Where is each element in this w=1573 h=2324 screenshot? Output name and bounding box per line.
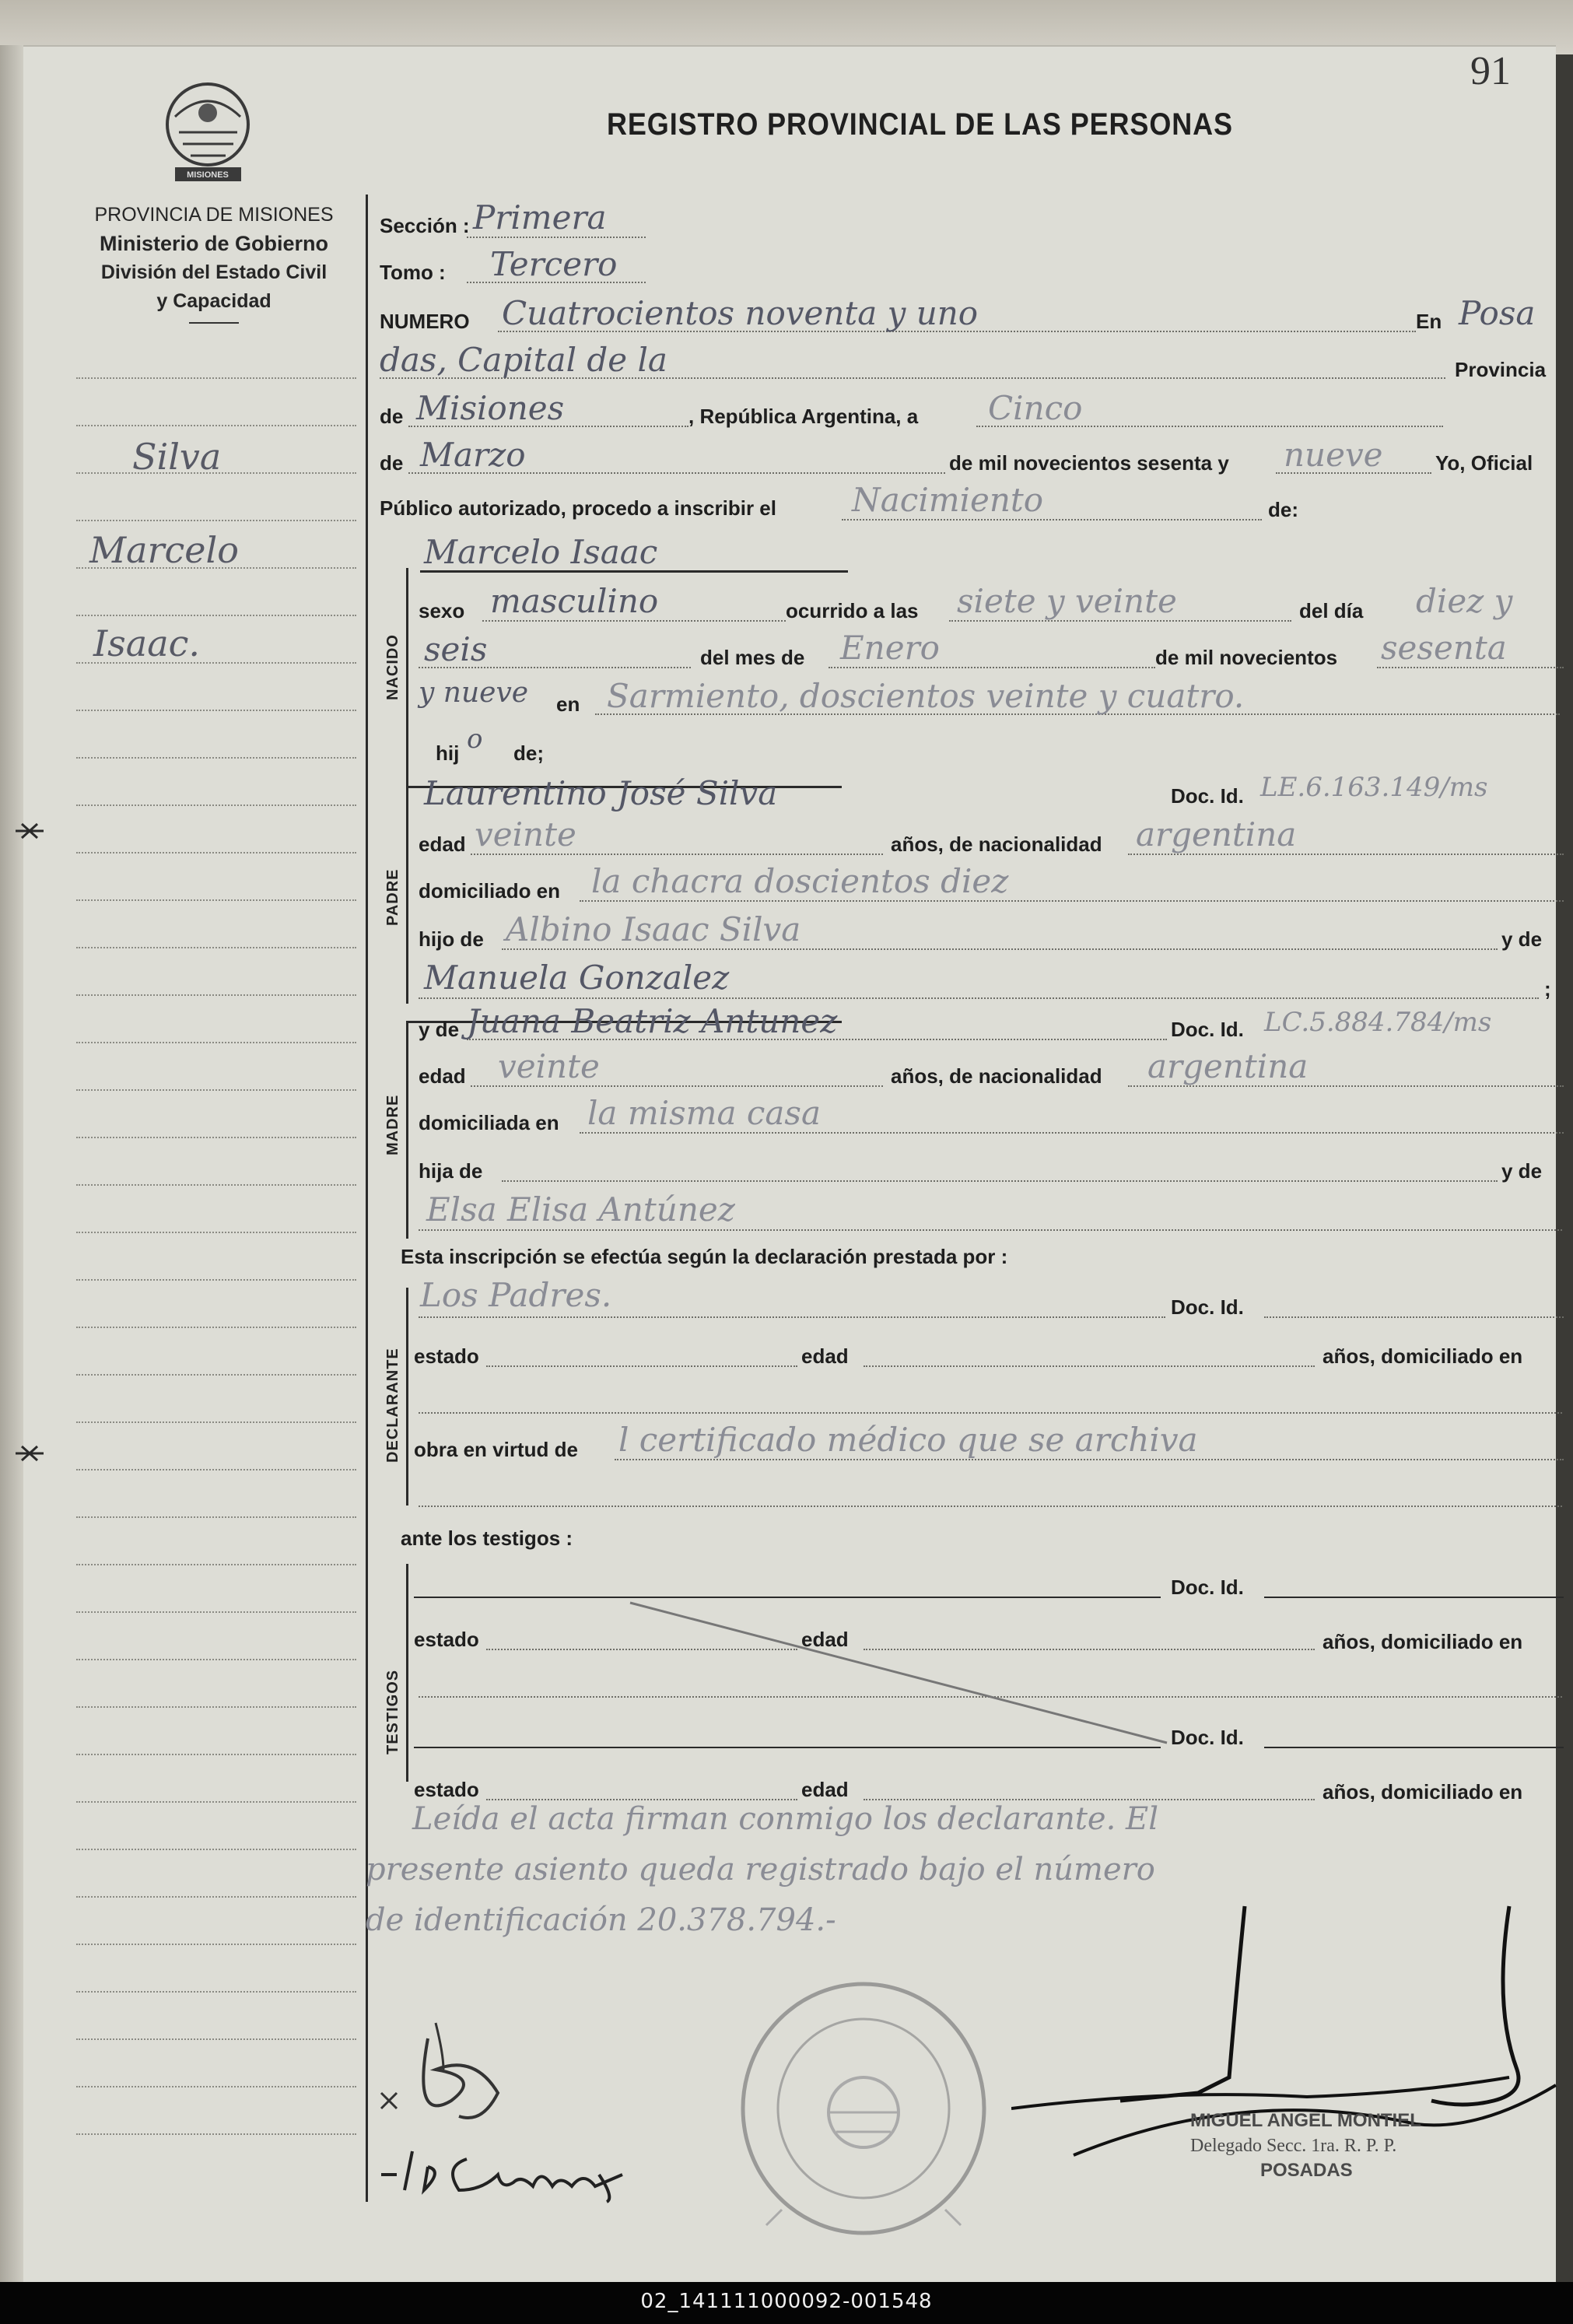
numero-label: NUMERO bbox=[380, 310, 470, 333]
nacido-bracket bbox=[406, 568, 408, 794]
margin-ruled-line bbox=[76, 1801, 356, 1803]
testigo1-estado-label: estado bbox=[414, 1628, 479, 1651]
declarante-bracket bbox=[406, 1288, 408, 1506]
closing-line-1: Leída el acta firman conmigo los declarante. El bbox=[412, 1801, 1159, 1837]
declarante-edad-label: edad bbox=[801, 1344, 849, 1368]
official-role: Delegado Secc. 1ra. R. P. P. bbox=[1190, 2136, 1397, 2156]
margin-ruled-line bbox=[76, 1564, 356, 1565]
declarante-anos-label: años, domiciliado en bbox=[1323, 1344, 1523, 1368]
margin-ruled-line bbox=[76, 1944, 356, 1945]
acto-value: Nacimiento bbox=[852, 481, 1044, 519]
semicolon: ; bbox=[1544, 977, 1551, 1001]
margin-ruled-line bbox=[76, 804, 356, 806]
hora-line bbox=[949, 620, 1291, 622]
obra-line bbox=[615, 1459, 1564, 1460]
madre-madre-line bbox=[419, 1229, 1562, 1231]
mil-nac-label: de mil novecientos bbox=[1155, 646, 1338, 669]
madre-hija-label: hija de bbox=[419, 1159, 483, 1183]
padre-nac-line bbox=[1128, 854, 1564, 855]
margin-ruled-line bbox=[76, 2086, 356, 2087]
numero-value: Cuatrocientos noventa y uno bbox=[502, 294, 979, 332]
margin-ruled-line bbox=[76, 1469, 356, 1470]
padre-bracket bbox=[406, 786, 408, 1004]
anio-nac-value: sesenta bbox=[1381, 629, 1507, 667]
declarante-doc-line bbox=[1264, 1316, 1564, 1318]
margin-ruled-line bbox=[76, 1611, 356, 1613]
obra-label: obra en virtud de bbox=[414, 1438, 578, 1461]
hij-label: hij bbox=[436, 741, 460, 765]
tomo-value: Tercero bbox=[490, 245, 618, 283]
margin-ruled-line bbox=[76, 1374, 356, 1376]
testigo1-edad-label: edad bbox=[801, 1628, 849, 1651]
margin-name-2: Isaac. bbox=[93, 622, 201, 664]
page-number: 91 bbox=[1470, 49, 1511, 93]
margin-ruled-line bbox=[76, 1421, 356, 1423]
division-label: División del Estado Civil bbox=[100, 261, 328, 283]
publico-label: Público autorizado, procedo a inscribir el bbox=[380, 496, 776, 520]
madre-doc-label: Doc. Id. bbox=[1171, 1018, 1244, 1041]
padre-hijo-label: hijo de bbox=[419, 927, 484, 951]
mes-nac-value: Enero bbox=[840, 629, 940, 667]
madre-section-label: MADRE bbox=[384, 1094, 401, 1155]
madre-dom-label: domiciliada en bbox=[419, 1111, 559, 1134]
declarante-name: Los Padres. bbox=[420, 1276, 612, 1314]
anio-nac-value-2: y nueve bbox=[419, 677, 529, 709]
anio-value: nueve bbox=[1284, 436, 1383, 474]
margin-ruled-line bbox=[76, 710, 356, 711]
madre-name: Juana Beatriz Antunez bbox=[467, 1002, 838, 1040]
dia-value: Cinco bbox=[988, 389, 1083, 427]
margin-surname: Silva bbox=[132, 436, 222, 478]
margin-ruled-line bbox=[76, 1896, 356, 1898]
mark-signature bbox=[366, 2007, 545, 2132]
sexo-label: sexo bbox=[419, 599, 465, 622]
padre-nac-label: años, de nacionalidad bbox=[891, 833, 1102, 856]
testigos-label: ante los testigos : bbox=[401, 1527, 573, 1550]
svg-text:MISIONES: MISIONES bbox=[187, 170, 229, 180]
padre-madre-value: Manuela Gonzalez bbox=[424, 959, 730, 997]
padre-dom-line bbox=[580, 900, 1564, 902]
margin-ruled-line bbox=[76, 1659, 356, 1660]
province-crest bbox=[159, 78, 257, 191]
de-label: de bbox=[380, 405, 404, 428]
binding-hole bbox=[14, 821, 45, 841]
margin-ruled-line bbox=[76, 1706, 356, 1708]
testigo2-edad-line bbox=[864, 1799, 1315, 1800]
nacido-name: Marcelo Isaac bbox=[424, 533, 658, 571]
closing-line-3: de identificación 20.378.794.- bbox=[366, 1902, 836, 1938]
division-label-2: y Capacidad bbox=[156, 290, 272, 312]
margin-ruled-line bbox=[76, 1754, 356, 1755]
madre-dom-value: la misma casa bbox=[587, 1094, 822, 1132]
margin-ruled-line bbox=[76, 899, 356, 901]
en-label: En bbox=[1416, 310, 1442, 333]
binding-spine bbox=[0, 45, 23, 2282]
image-id: 02_141111000092-001548 bbox=[640, 2290, 933, 2313]
margin-ruled-line bbox=[76, 615, 356, 616]
document-title: REGISTRO PROVINCIAL DE LAS PERSONAS bbox=[607, 107, 1233, 142]
tomo-label: Tomo : bbox=[380, 261, 446, 284]
divider bbox=[189, 322, 239, 324]
testigo2-anos-label: años, domiciliado en bbox=[1323, 1780, 1523, 1803]
de3-label: de: bbox=[1268, 498, 1298, 521]
mes-value: Marzo bbox=[420, 436, 526, 474]
seccion-value: Primera bbox=[473, 198, 607, 237]
margin-ruled-line bbox=[76, 425, 356, 426]
dia-nac-value-2: seis bbox=[424, 630, 488, 668]
cancel-stroke bbox=[622, 1595, 1182, 1751]
republica-label: , República Argentina, a bbox=[688, 405, 919, 428]
padre-section-label: PADRE bbox=[384, 868, 401, 926]
hij-de-label: de; bbox=[513, 741, 544, 765]
testigo1-doc-line bbox=[1264, 1597, 1564, 1598]
margin-name-1: Marcelo bbox=[89, 529, 239, 571]
madre-nac-value: argentina bbox=[1147, 1047, 1308, 1085]
official-stamp bbox=[1190, 2108, 1421, 2183]
mes-nac-line bbox=[829, 667, 1155, 668]
declarante-doc-label: Doc. Id. bbox=[1171, 1295, 1244, 1319]
padre-dom-label: domiciliado en bbox=[419, 879, 561, 903]
inscripcion-label: Esta inscripción se efectúa según la declaración prestada por : bbox=[401, 1245, 1008, 1268]
declarante-estado-line bbox=[486, 1365, 797, 1367]
padre-name: Laurentino José Silva bbox=[424, 774, 778, 812]
margin-ruled-line bbox=[76, 1184, 356, 1186]
testigo2-doc-line bbox=[1264, 1747, 1564, 1748]
testigo2-estado-line bbox=[486, 1799, 797, 1800]
padre-nac-value: argentina bbox=[1136, 815, 1297, 854]
margin-ruled-line bbox=[76, 377, 356, 379]
margin-ruled-line bbox=[76, 947, 356, 948]
padre-doc-label: Doc. Id. bbox=[1171, 784, 1244, 808]
madre-nac-line bbox=[1128, 1085, 1564, 1087]
madre-nac-label: años, de nacionalidad bbox=[891, 1064, 1102, 1088]
madre-edad-line bbox=[471, 1085, 883, 1087]
testigos-section-label: TESTIGOS bbox=[384, 1669, 401, 1754]
margin-ruled-line bbox=[76, 1232, 356, 1233]
madre-hija-line bbox=[502, 1180, 1498, 1182]
oficial-label: Yo, Oficial bbox=[1435, 451, 1533, 475]
provincia-label: Provincia bbox=[1455, 358, 1547, 381]
margin-ruled-line bbox=[76, 1042, 356, 1043]
closing-line-2: presente asiento queda registrado bajo el número bbox=[366, 1852, 1155, 1888]
lugar-value: Sarmiento, doscientos veinte y cuatro. bbox=[607, 677, 1245, 715]
issuing-authority bbox=[62, 201, 366, 324]
margin-ruled-line bbox=[76, 2038, 356, 2040]
obra-value: l certificado médico que se archiva bbox=[618, 1421, 1198, 1459]
madre-madre-value: Elsa Elisa Antúnez bbox=[426, 1190, 735, 1229]
margin-ruled-line bbox=[76, 1137, 356, 1138]
official-city: POSADAS bbox=[1260, 2160, 1353, 2181]
declarante-section-label: DECLARANTE bbox=[384, 1348, 401, 1463]
anio-nac-line bbox=[1377, 667, 1564, 668]
margin-ruled-line bbox=[76, 1089, 356, 1091]
sexo-line bbox=[482, 620, 786, 622]
hij-value: o bbox=[467, 724, 483, 755]
padre-edad-label: edad bbox=[419, 833, 466, 856]
ministry-label: Ministerio de Gobierno bbox=[99, 232, 329, 255]
nacido-section-label: NACIDO bbox=[384, 634, 401, 700]
lugar-label: en bbox=[556, 692, 580, 716]
en-value: Posa bbox=[1459, 294, 1536, 332]
hora-value: siete y veinte bbox=[957, 582, 1177, 620]
declarante-name-line bbox=[419, 1316, 1165, 1318]
padre-hijo-value: Albino Isaac Silva bbox=[506, 910, 801, 948]
mil-label: de mil novecientos sesenta y bbox=[949, 451, 1229, 475]
form-left-border bbox=[366, 195, 368, 2202]
testigo2-estado-label: estado bbox=[414, 1778, 479, 1801]
madre-edad-label: edad bbox=[419, 1064, 466, 1088]
dia2-line bbox=[419, 667, 691, 668]
sexo-value: masculino bbox=[490, 582, 659, 620]
image-footer bbox=[0, 2282, 1573, 2324]
declarante-dom-line bbox=[419, 1412, 1562, 1414]
declarante-edad-line bbox=[864, 1365, 1315, 1367]
padre-edad-line bbox=[471, 854, 883, 855]
dia-nac-label: del día bbox=[1299, 599, 1364, 622]
margin-ruled-line bbox=[76, 757, 356, 759]
binding-hole bbox=[14, 1443, 45, 1463]
testigo2-doc-label: Doc. Id. bbox=[1171, 1726, 1244, 1749]
padre-hijo-line bbox=[502, 948, 1498, 950]
province-label: PROVINCIA DE MISIONES bbox=[94, 204, 334, 226]
official-seal bbox=[735, 1976, 992, 2241]
madre-dom-line bbox=[580, 1132, 1564, 1134]
margin-ruled-line bbox=[76, 1516, 356, 1518]
madre-bracket bbox=[406, 1021, 408, 1239]
city-value: das, Capital de la bbox=[380, 341, 667, 379]
padre-madre-line bbox=[419, 997, 1539, 999]
seccion-line bbox=[467, 237, 646, 238]
dia-nac-value: diez y bbox=[1416, 582, 1513, 620]
declarante-estado-label: estado bbox=[414, 1344, 479, 1368]
margin-ruled-line bbox=[76, 1279, 356, 1281]
padre-edad-value: veinte bbox=[475, 815, 576, 854]
provincia-value: Misiones bbox=[416, 389, 565, 427]
acto-line bbox=[842, 519, 1262, 521]
margin-ruled-line bbox=[76, 2133, 356, 2135]
margin-ruled-line bbox=[76, 1991, 356, 1993]
padre-dom-value: la chacra doscientos diez bbox=[591, 862, 1009, 900]
margin-ruled-line bbox=[76, 520, 356, 521]
padre-doc-value: LE.6.163.149/ms bbox=[1260, 772, 1488, 803]
madre-yde2-label: y de bbox=[1501, 1159, 1543, 1183]
ocurrido-label: ocurrido a las bbox=[786, 599, 919, 622]
madre-doc-value: LC.5.884.784/ms bbox=[1264, 1007, 1492, 1038]
madre-yde-label: y de bbox=[419, 1018, 460, 1041]
mes-nac-label: del mes de bbox=[700, 646, 805, 669]
padre-yde-label: y de bbox=[1501, 927, 1543, 951]
madre-edad-value: veinte bbox=[498, 1047, 600, 1085]
testigo1-doc-label: Doc. Id. bbox=[1171, 1576, 1244, 1599]
margin-ruled-line bbox=[76, 1849, 356, 1850]
seccion-label: Sección : bbox=[380, 214, 470, 237]
testigo1-anos-label: años, domiciliado en bbox=[1323, 1630, 1523, 1653]
margin-ruled-line bbox=[76, 852, 356, 854]
de2-label: de bbox=[380, 451, 404, 475]
obra-line-2 bbox=[419, 1506, 1562, 1507]
testigos-bracket bbox=[406, 1564, 408, 1782]
margin-ruled-line bbox=[76, 1327, 356, 1328]
margin-ruled-line bbox=[76, 994, 356, 996]
testigo2-edad-label: edad bbox=[801, 1778, 849, 1801]
official-name: MIGUEL ANGEL MONTIEL bbox=[1190, 2110, 1421, 2131]
